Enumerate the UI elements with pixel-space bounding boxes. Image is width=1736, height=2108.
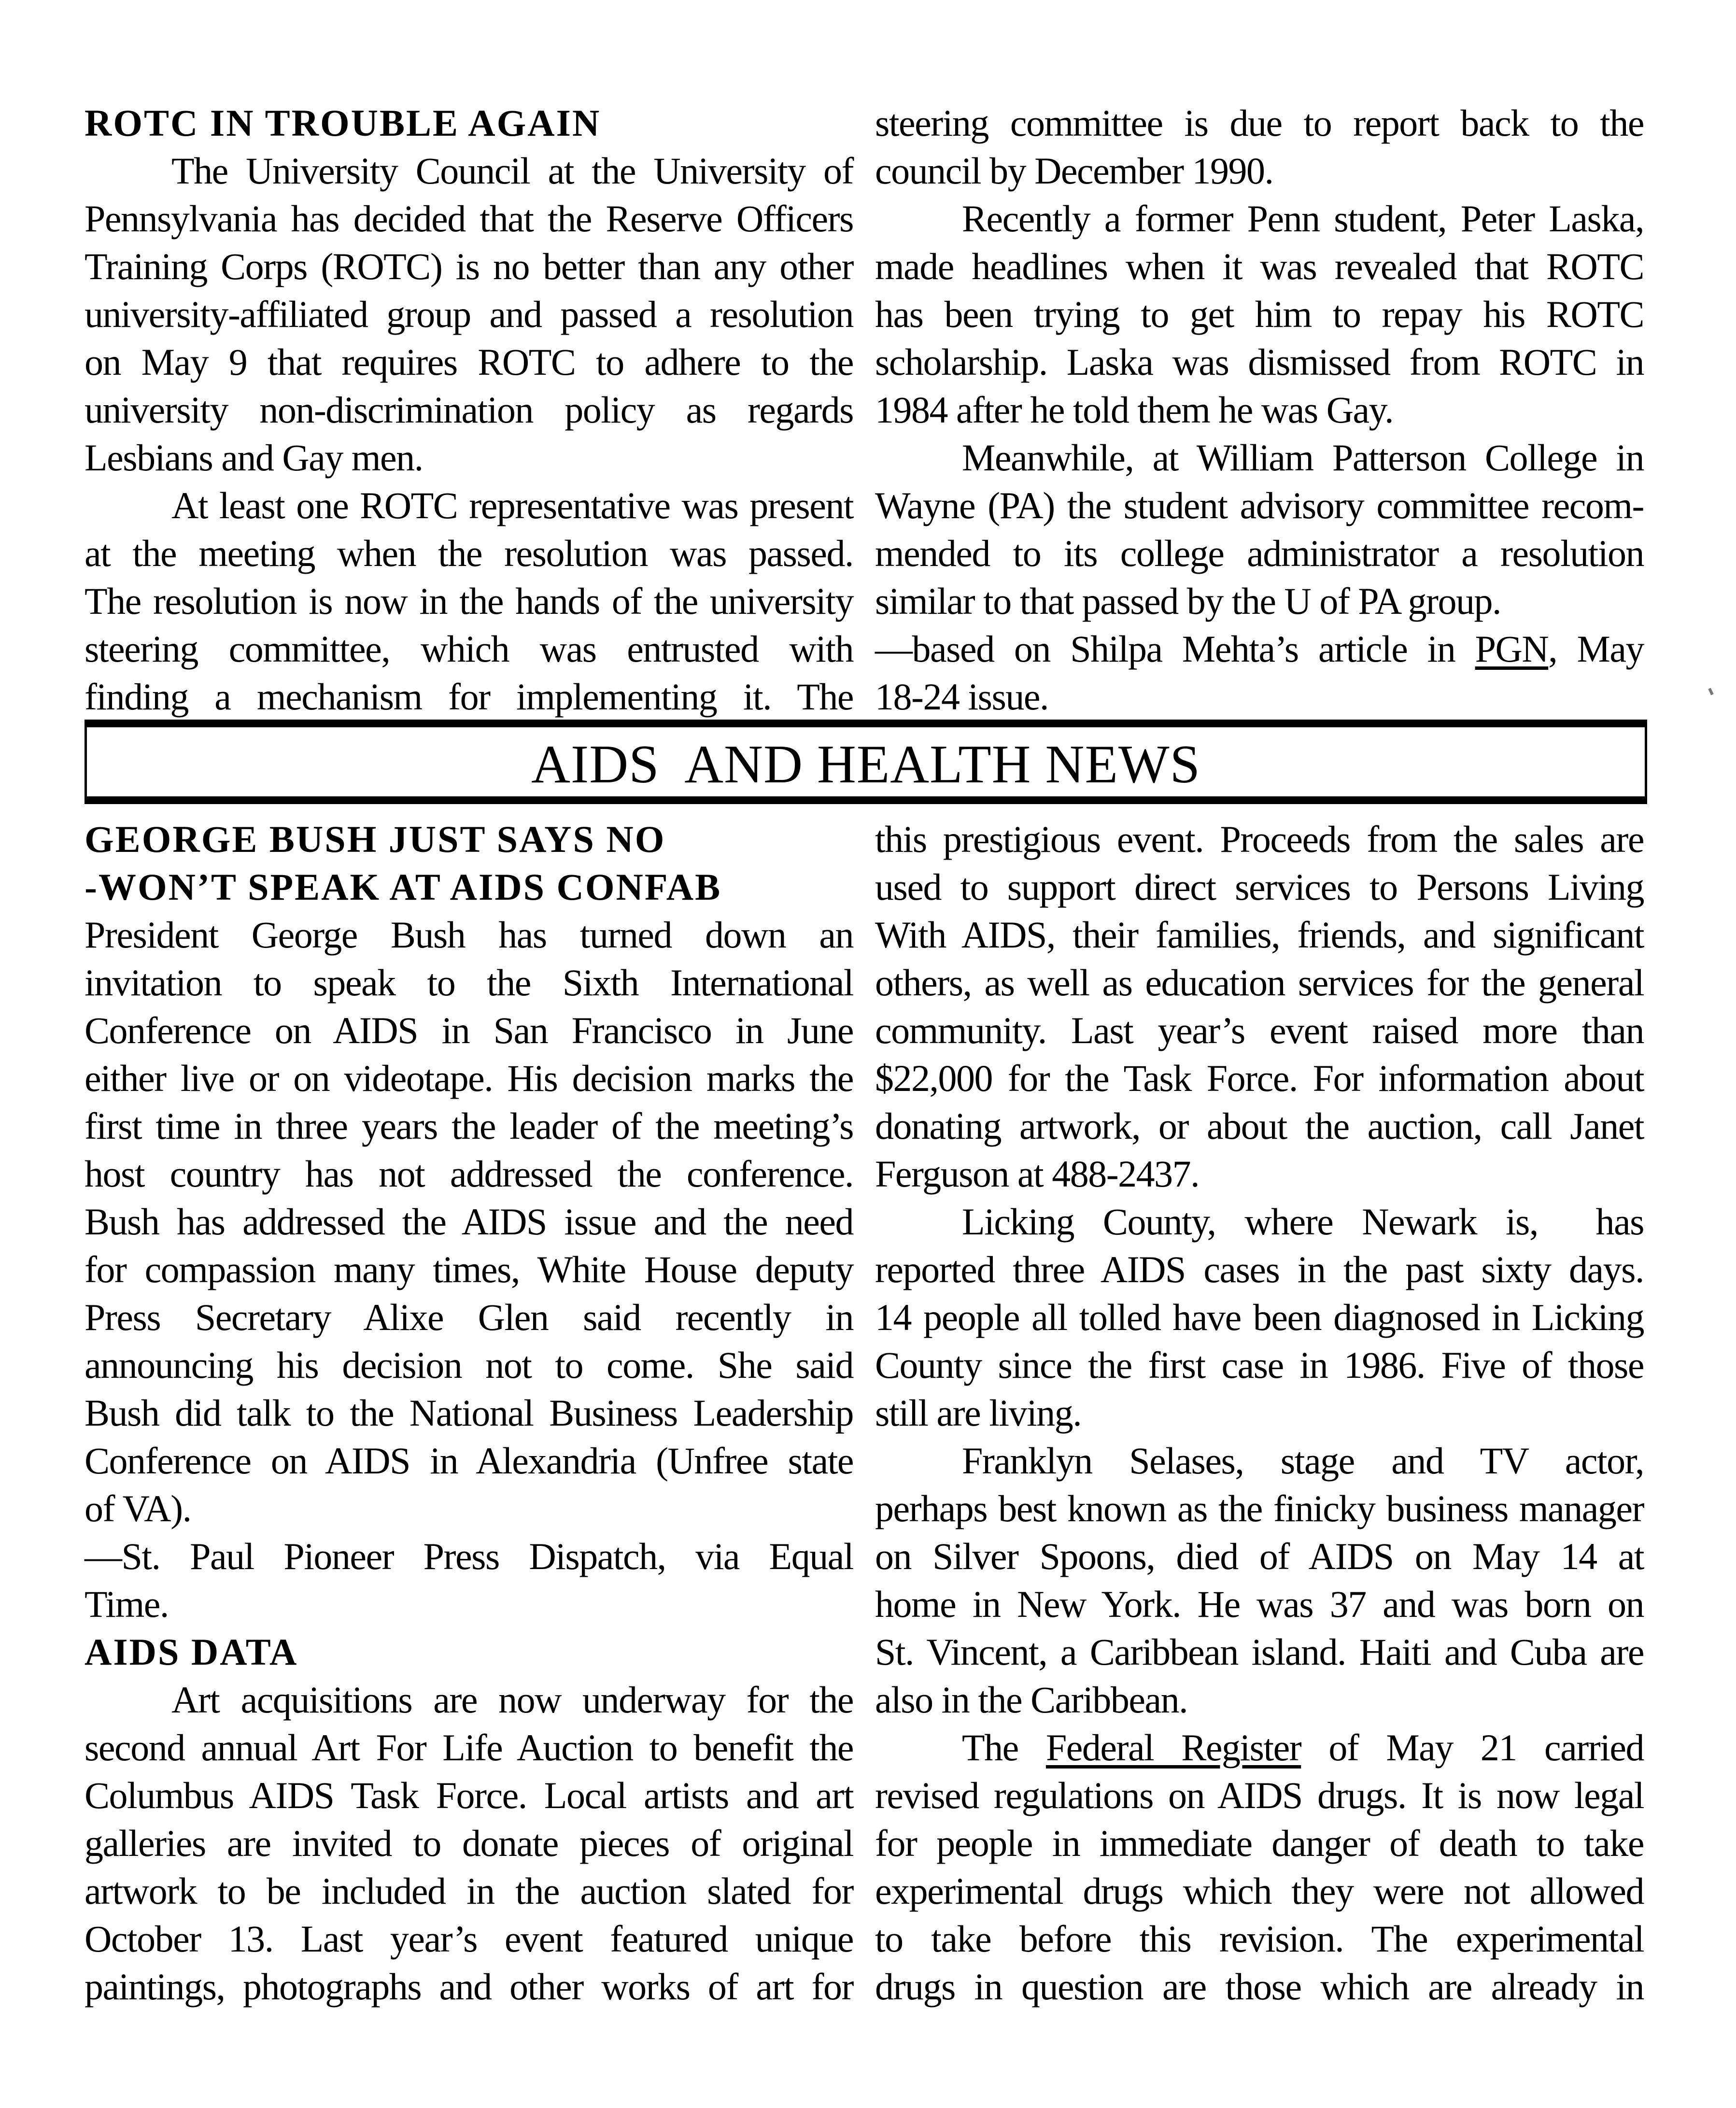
article-line: scholarship. Laska was dismissed from ROTC in [875,341,1644,383]
article-line: Recently a former Penn student, Peter Laska, [962,198,1644,240]
section-title: AIDS AND HEALTH NEWS [531,734,1200,794]
article-line: others, as well as education services for the general [875,962,1644,1004]
rotc-headline: ROTC IN TROUBLE AGAIN [85,102,601,144]
article-line: Wayne (PA) the student advisory committee recom- [875,484,1644,526]
article-line: Training Corps (ROTC) is no better than any other [85,245,853,287]
article-line: on May 9 that requires ROTC to adhere to the [85,341,853,383]
article-line: Ferguson at 488-2437. [875,1153,1200,1195]
bush-source-credit-cont: Time. [85,1583,169,1625]
rotc-article-right-column [875,99,1644,721]
article-line: At least one ROTC representative was present [171,484,853,526]
health-news-left-column [85,815,853,2010]
credit-text: , May [1548,628,1644,670]
article-line: invitation to speak to the Sixth International [85,962,853,1004]
bush-source-credit: —St. Paul Pioneer Press Dispatch, via Equal [85,1535,853,1577]
article-line: County since the first case in 1986. Five of those [875,1344,1644,1386]
article-text: The [962,1726,1046,1768]
article-line: Bush did talk to the National Business Leadership [85,1392,853,1434]
article-line: 14 people all tolled have been diagnosed in Licking [875,1296,1644,1338]
article-line: paintings, photographs and other works of art for [85,1966,853,2008]
publication-pgn: PGN [1475,628,1549,670]
article-line: revised regulations on AIDS drugs. It is now legal [875,1774,1644,1816]
article-line: experimental drugs which they were not allowed [875,1870,1644,1912]
article-line: council by December 1990. [875,150,1273,192]
rotc-article-left-column [85,99,853,721]
article-line: Bush has addressed the AIDS issue and the need [85,1201,853,1243]
article-line: Press Secretary Alixe Glen said recently in [85,1296,853,1338]
article-line: university non-discrimination policy as regards [85,389,853,431]
article-line: Franklyn Selases, stage and TV actor, [962,1440,1644,1482]
article-line: similar to that passed by the U of PA group. [875,580,1501,622]
article-line: 18-24 issue. [875,676,1048,718]
article-line: perhaps best known as the finicky business manager [875,1487,1644,1529]
article-line: community. Last year’s event raised more than [875,1009,1644,1051]
article-line: used to support direct services to Persons Living [875,866,1644,908]
article-line: Meanwhile, at William Patterson College in [962,437,1644,479]
article-line: also in the Caribbean. [875,1679,1188,1721]
article-line: Conference on AIDS in San Francisco in June [85,1009,853,1051]
article-line: finding a mechanism for implementing it. The [85,676,853,718]
article-line: for compassion many times, White House deputy [85,1248,853,1290]
article-line: artwork to be included in the auction slated for [85,1870,853,1912]
federal-register-line [875,1724,1644,1771]
article-line: Pennsylvania has decided that the Reserve Officers [85,198,853,240]
article-line: host country has not addressed the conference. [85,1153,853,1195]
article-line: to take before this revision. The experimental [875,1918,1644,1960]
credit-text: —based on Shilpa Mehta’s article in [875,628,1475,670]
article-line: mended to its college administrator a resolution [875,532,1644,574]
article-line: for people in immediate danger of death to take [875,1822,1644,1864]
article-line: has been trying to get him to repay his ROTC [875,293,1644,335]
article-line: on Silver Spoons, died of AIDS on May 14 at [875,1535,1644,1577]
article-line: announcing his decision not to come. She said [85,1344,853,1386]
rotc-source-credit [875,625,1644,673]
article-line: made headlines when it was revealed that ROTC [875,245,1644,287]
article-line: Columbus AIDS Task Force. Local artists and art [85,1774,853,1816]
article-line: donating artwork, or about the auction, call Janet [875,1105,1644,1147]
article-line: at the meeting when the resolution was passed. [85,532,853,574]
article-line: Lesbians and Gay men. [85,437,423,479]
article-line: second annual Art For Life Auction to benefit the [85,1726,853,1768]
article-line: still are living. [875,1392,1082,1434]
article-line: $22,000 for the Task Force. For information about [875,1057,1644,1099]
article-line: President George Bush has turned down an [85,914,853,956]
article-line: either live or on videotape. His decision marks the [85,1057,853,1099]
article-line: university-affiliated group and passed a resolution [85,293,853,335]
article-line: October 13. Last year’s event featured unique [85,1918,853,1960]
article-line: steering committee, which was entrusted with [85,628,853,670]
scan-speck [1708,688,1713,695]
article-line: The resolution is now in the hands of the university [85,580,853,622]
aids-data-headline: AIDS DATA [85,1631,298,1673]
article-line: 1984 after he told them he was Gay. [875,389,1394,431]
article-line: of VA). [85,1487,191,1529]
article-line: galleries are invited to donate pieces of original [85,1822,853,1864]
article-line: home in New York. He was 37 and was born on [875,1583,1644,1625]
article-line: The University Council at the University of [171,150,853,192]
article-line: first time in three years the leader of the meeting’s [85,1105,853,1147]
section-banner [85,720,1647,804]
article-line: Art acquisitions are now underway for the [171,1679,853,1721]
article-line: drugs in question are those which are already in [875,1966,1644,2008]
health-news-right-column [875,815,1644,2010]
article-line: With AIDS, their families, friends, and significant [875,914,1644,956]
article-line: Conference on AIDS in Alexandria (Unfree state [85,1440,853,1482]
bush-headline-line2: -WON’T SPEAK AT AIDS CONFAB [85,866,722,908]
publication-federal-register: Federal Register [1045,1726,1301,1768]
bush-headline-line1: GEORGE BUSH JUST SAYS NO [85,818,666,860]
article-line: Licking County, where Newark is, has [962,1201,1644,1243]
article-line: steering committee is due to report back to the [875,102,1644,144]
article-line: this prestigious event. Proceeds from the sales are [875,818,1644,860]
article-text: of May 21 carried [1301,1726,1644,1768]
article-line: reported three AIDS cases in the past sixty days. [875,1248,1644,1290]
article-line: St. Vincent, a Caribbean island. Haiti and Cuba are [875,1631,1644,1673]
